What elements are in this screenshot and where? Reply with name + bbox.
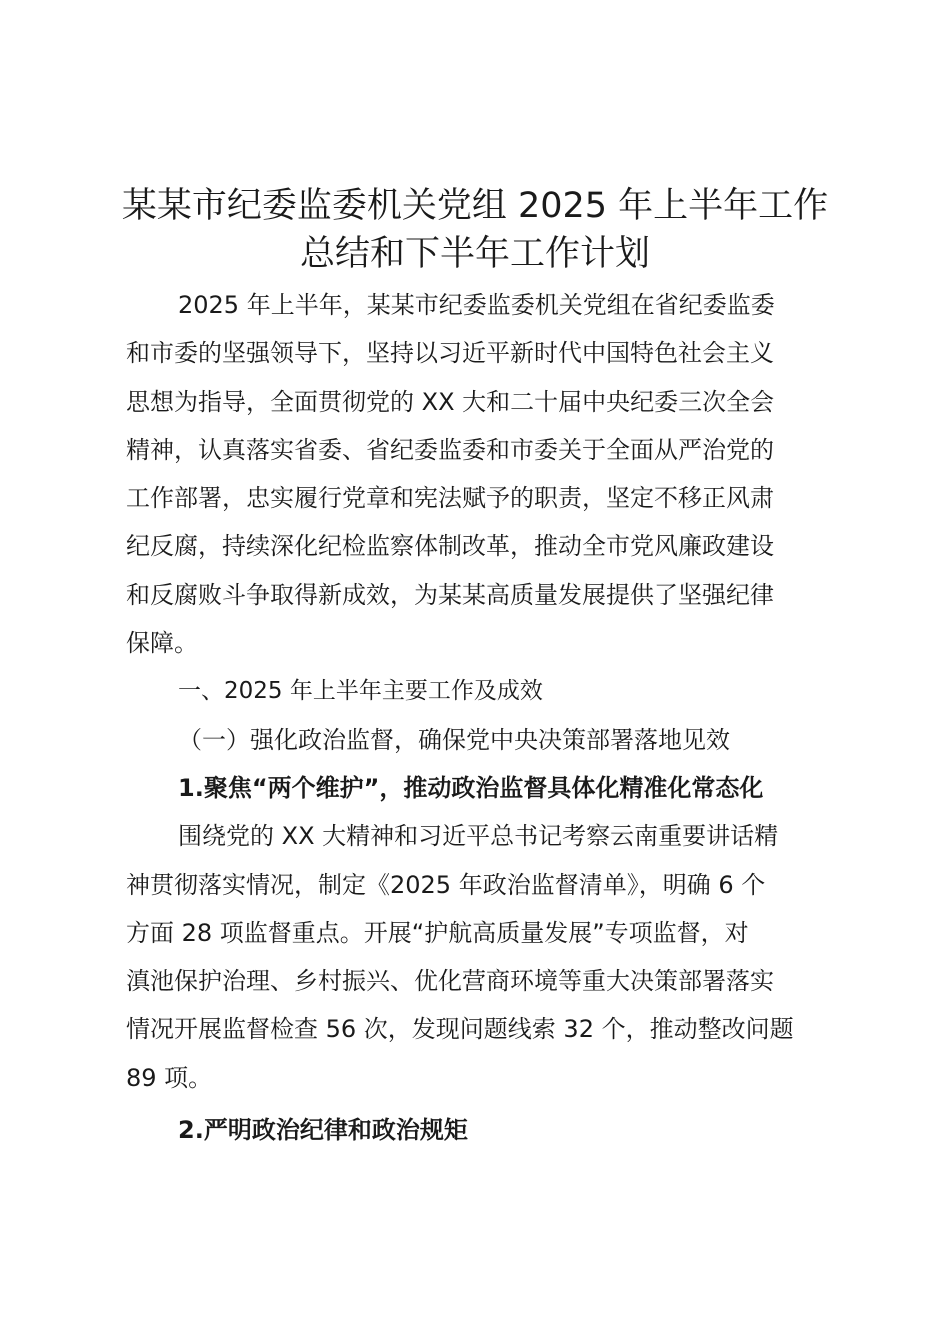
intro-line: 2025 年上半年，某某市纪委监委机关党组在省纪委监委 xyxy=(178,291,775,319)
document-body xyxy=(126,281,836,1154)
intro-line: 保障。 xyxy=(126,629,198,658)
section-heading-3: 1.聚焦“两个维护”，推动政治监督具体化精准化常态化 xyxy=(178,773,764,802)
intro-line: 和市委的坚强领导下，坚持以习近平新时代中国特色社会主义 xyxy=(126,339,774,368)
section-heading-4: 2.严明政治纪律和政治规矩 xyxy=(178,1116,468,1145)
paragraph-line: 89 项。 xyxy=(126,1063,213,1092)
paragraph-line: 神贯彻落实情况，制定《2025 年政治监督清单》，明确 6 个 xyxy=(126,870,766,899)
intro-line: 思想为指导，全面贯彻党的 XX 大和二十届中央纪委三次全会 xyxy=(126,387,775,416)
paragraph-line: 情况开展监督检查 56 次，发现问题线索 32 个，推动整改问题 xyxy=(126,1015,794,1044)
document-title-line-2: 总结和下半年工作计划 xyxy=(299,234,650,274)
paragraph-line: 方面 28 项监督重点。开展“护航高质量发展”专项监督，对 xyxy=(126,918,749,947)
paragraph-line: 围绕党的 XX 大精神和习近平总书记考察云南重要讲话精 xyxy=(178,822,779,851)
document-title-line-1: 某某市纪委监委机关党组 2025 年上半年工作 xyxy=(121,186,829,226)
intro-line: 和反腐败斗争取得新成效，为某某高质量发展提供了坚强纪律 xyxy=(126,580,774,609)
intro-line: 纪反腐，持续深化纪检监察体制改革，推动全市党风廉政建设 xyxy=(126,532,774,561)
paragraph-line: 滇池保护治理、乡村振兴、优化营商环境等重大决策部署落实 xyxy=(126,967,774,996)
intro-line: 精神，认真落实省委、省纪委监委和市委关于全面从严治党的 xyxy=(126,435,774,464)
intro-line: 工作部署，忠实履行党章和宪法赋予的职责，坚定不移正风肃 xyxy=(126,484,774,513)
section-heading-1: 一、2025 年上半年主要工作及成效 xyxy=(178,678,543,705)
section-heading-2: （一）强化政治监督，确保党中央决策部署落地见效 xyxy=(178,725,730,754)
